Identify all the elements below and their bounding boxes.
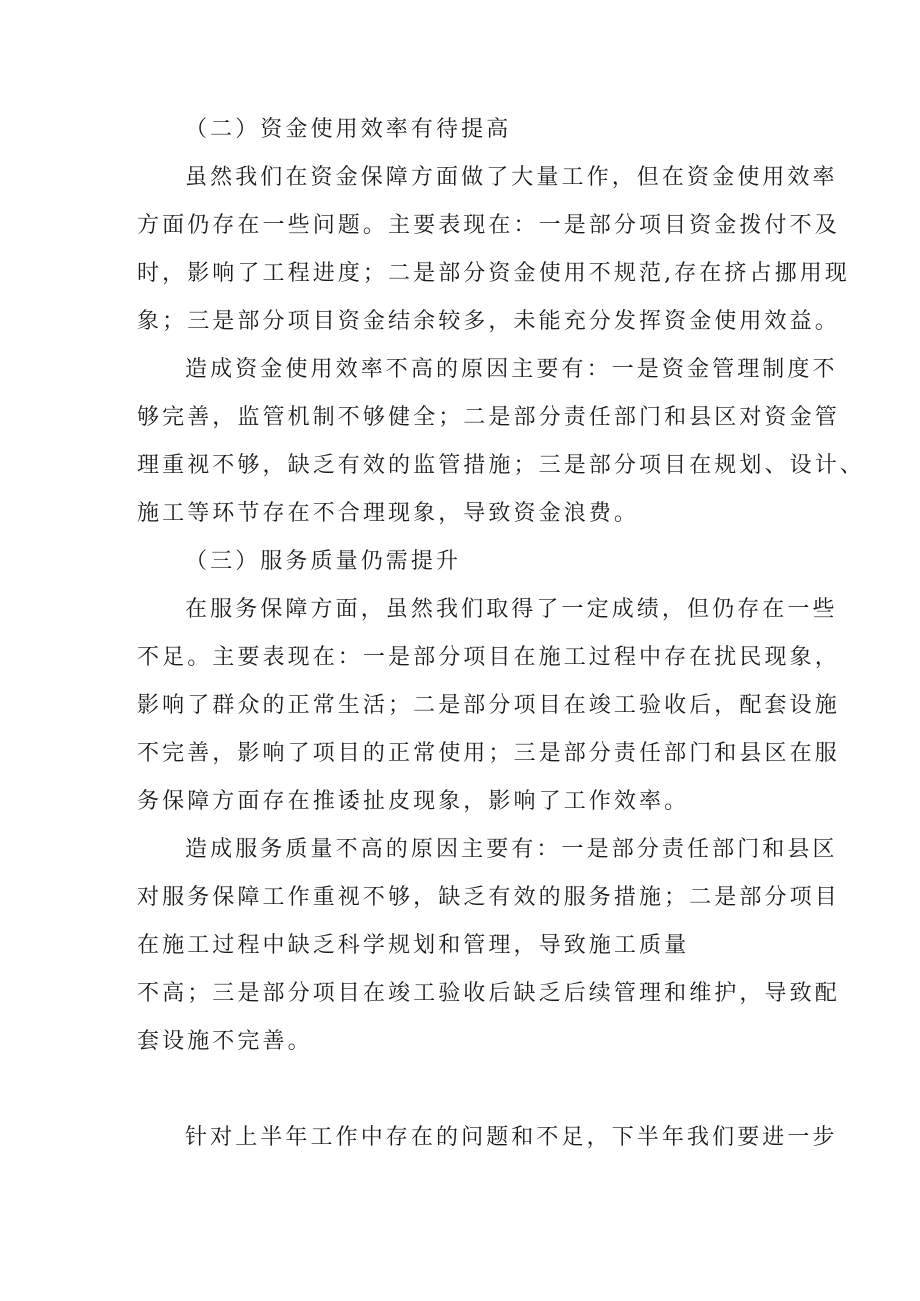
paragraph-line: 方面仍存在一些问题。主要表现在：一是部分项目资金拨付不及 [137, 213, 840, 238]
paragraph-line: 套设施不完善。 [137, 1029, 313, 1054]
paragraph-line: 影响了群众的正常生活；二是部分项目在竣工验收后，配套设施 [137, 693, 840, 718]
paragraph-line: 造成服务质量不高的原因主要有：一是部分责任部门和县区 [185, 837, 838, 862]
paragraph-line: 针对上半年工作中存在的问题和不足，下半年我们要进一步 [185, 1125, 838, 1150]
section-heading-3: （三）服务质量仍需提升 [185, 549, 462, 574]
paragraph-line: 务保障方面存在推诿扯皮现象，影响了工作效率。 [137, 789, 690, 814]
paragraph-line: 在施工过程中缺乏科学规划和管理，导致施工质量 [137, 933, 690, 958]
paragraph-line: 不高；三是部分项目在竣工验收后缺乏后续管理和维护，导致配 [137, 981, 840, 1006]
paragraph-line: 不完善，影响了项目的正常使用；三是部分责任部门和县区在服 [137, 741, 840, 766]
paragraph-line: 对服务保障工作重视不够，缺乏有效的服务措施；二是部分项目 [137, 885, 840, 910]
paragraph-line: 在服务保障方面，虽然我们取得了一定成绩，但仍存在一些 [185, 597, 838, 622]
paragraph-line: 不足。主要表现在：一是部分项目在施工过程中存在扰民现象， [137, 645, 840, 670]
paragraph-line: 时，影响了工程进度；二是部分资金使用不规范,存在挤占挪用现 [137, 261, 850, 286]
paragraph-line: 够完善，监管机制不够健全；二是部分责任部门和县区对资金管 [137, 405, 840, 430]
section-heading-2: （二）资金使用效率有待提高 [185, 117, 512, 142]
paragraph-line: 理重视不够，缺乏有效的监管措施；三是部分项目在规划、设计、 [137, 453, 865, 478]
paragraph-line: 虽然我们在资金保障方面做了大量工作，但在资金使用效率 [185, 165, 838, 190]
paragraph-line: 造成资金使用效率不高的原因主要有：一是资金管理制度不 [185, 357, 838, 382]
paragraph-line: 象；三是部分项目资金结余较多，未能充分发挥资金使用效益。 [137, 309, 840, 334]
paragraph-line: 施工等环节存在不合理现象，导致资金浪费。 [137, 501, 640, 526]
